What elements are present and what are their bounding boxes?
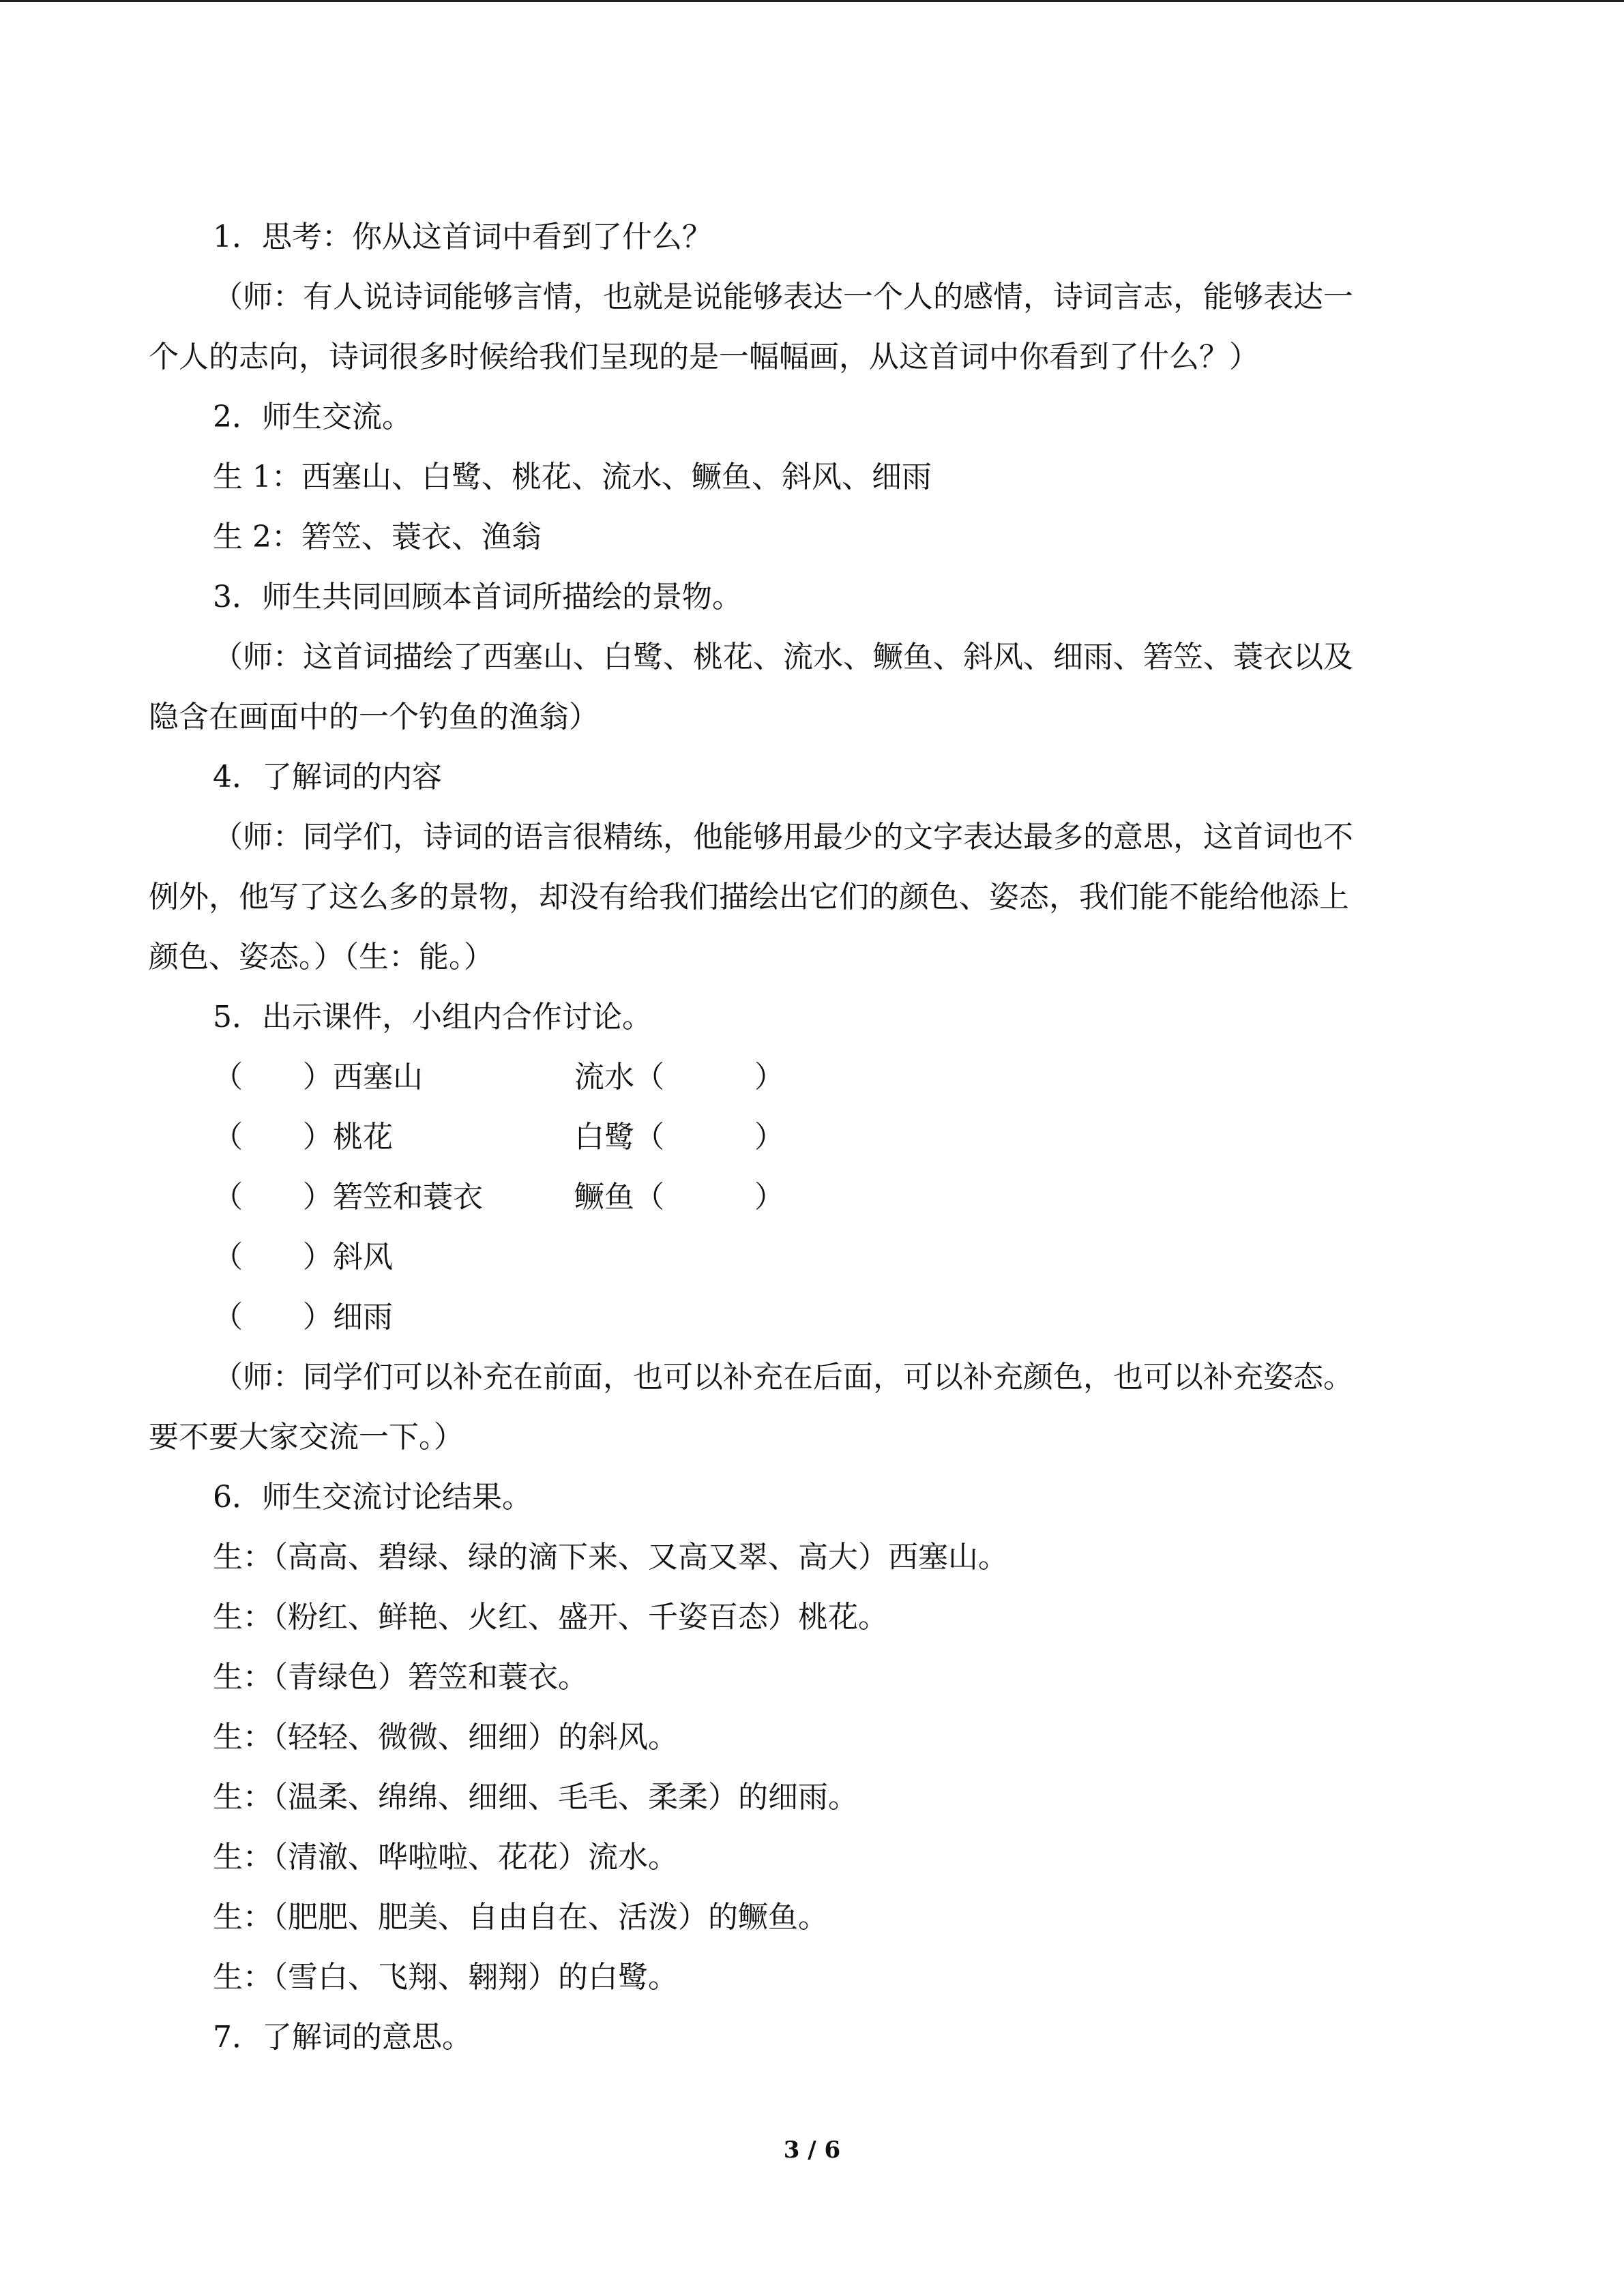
paragraph-line: 生 2：箬笠、蓑衣、渔翁: [213, 520, 542, 554]
paragraph-line: 个人的志向，诗词很多时候给我们呈现的是一幅幅画，从这首词中你看到了什么？）: [149, 340, 1259, 374]
student-answer: 生：（高高、碧绿、绿的滴下来、又高又翠、高大）西塞山。: [213, 1540, 1008, 1575]
paragraph-line: 要不要大家交流一下。）: [149, 1420, 464, 1455]
section-heading-7: 7．了解词的意思。: [213, 2020, 472, 2055]
student-answer: 生：（青绿色）箬笠和蓑衣。: [213, 1660, 588, 1695]
section-heading-3: 3．师生共同回顾本首词所描绘的景物。: [213, 580, 742, 614]
exercise-item: （ ）西塞山: [213, 1060, 423, 1094]
paragraph-line: （师：这首词描绘了西塞山、白鹭、桃花、流水、鳜鱼、斜风、细雨、箬笠、蓑衣以及: [213, 640, 1353, 674]
exercise-item: （ ）箬笠和蓑衣: [213, 1180, 483, 1214]
exercise-item: 流水（ ）: [574, 1060, 784, 1094]
section-heading-5: 5．出示课件，小组内合作讨论。: [213, 1000, 652, 1034]
student-answer: 生：（清澈、哗啦啦、花花）流水。: [213, 1840, 678, 1875]
paragraph-line: 例外，他写了这么多的景物，却没有给我们描绘出它们的颜色、姿态，我们能不能给他添上: [149, 880, 1349, 914]
student-answer: 生：（肥肥、肥美、自由自在、活泼）的鳜鱼。: [213, 1900, 828, 1935]
section-heading-1: 1．思考：你从这首词中看到了什么？: [213, 220, 712, 254]
paragraph-line: （师：同学们可以补充在前面，也可以补充在后面，可以补充颜色，也可以补充姿态。: [213, 1360, 1353, 1395]
paragraph-line: 颜色、姿态。）（生：能。）: [149, 940, 494, 974]
exercise-item: （ ）斜风: [213, 1240, 393, 1274]
student-answer: 生：（温柔、绵绵、细细、毛毛、柔柔）的细雨。: [213, 1780, 858, 1815]
section-heading-2: 2．师生交流。: [213, 400, 412, 434]
student-answer: 生：（轻轻、微微、细细）的斜风。: [213, 1720, 678, 1755]
exercise-item: （ ）桃花: [213, 1120, 393, 1154]
student-answer: 生：（粉红、鲜艳、火红、盛开、千姿百态）桃花。: [213, 1600, 888, 1635]
exercise-item: （ ）细雨: [213, 1300, 393, 1335]
student-answer: 生：（雪白、飞翔、翱翔）的白鹭。: [213, 1960, 678, 1995]
exercise-item: 白鹭（ ）: [574, 1120, 784, 1154]
paragraph-line: （师：有人说诗词能够言情，也就是说能够表达一个人的感情，诗词言志，能够表达一: [213, 280, 1353, 314]
paragraph-line: 生 1：西塞山、白鹭、桃花、流水、鳜鱼、斜风、细雨: [213, 460, 932, 494]
paragraph-line: 隐含在画面中的一个钓鱼的渔翁）: [149, 700, 599, 734]
exercise-item: 鳜鱼（ ）: [574, 1180, 784, 1214]
paragraph-line: （师：同学们，诗词的语言很精练，他能够用最少的文字表达最多的意思，这首词也不: [213, 820, 1353, 854]
section-heading-6: 6．师生交流讨论结果。: [213, 1480, 532, 1515]
section-heading-4: 4．了解词的内容: [213, 760, 442, 794]
page-number: 3 / 6: [783, 2136, 841, 2164]
